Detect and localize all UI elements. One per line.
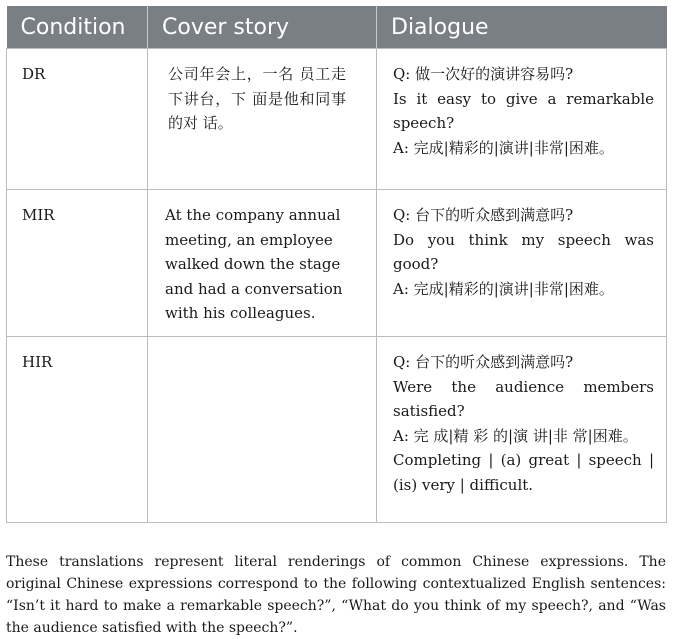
condition-cell: DR bbox=[7, 49, 148, 190]
condition-cell: MIR bbox=[7, 190, 148, 337]
dialogue-question-english: Is it easy to give a remarkable speech? bbox=[393, 89, 654, 133]
dialogue-answer: A: 完 成|精 彩 的|演 讲|非 常|困难。 bbox=[393, 426, 638, 445]
cover-story-cell: At the company annual meeting, an employee walked down the stage and had a conversation with his colleagues. bbox=[148, 190, 377, 337]
conditions-table bbox=[6, 6, 667, 523]
dialogue-cell bbox=[377, 49, 667, 190]
header-condition: Condition bbox=[7, 6, 148, 49]
dialogue-question-english: Do you think my speech was good? bbox=[393, 230, 654, 274]
condition-cell: HIR bbox=[7, 336, 148, 522]
cover-story-cell: 公司年会上，一名 员工走下讲台，下 面是他和同事的对 话。 bbox=[148, 49, 377, 190]
dialogue-cell bbox=[377, 336, 667, 522]
table-row bbox=[7, 49, 667, 190]
table-footnote: These translations represent literal renderings of common Chinese expressions. The original Chinese expressions correspond to the following contextualized English sentences: “Isn’t it hard to make a remarkable speech?”, “What do you think of my speech?, and “Was the audience satisfied with the speech?”. bbox=[6, 554, 666, 636]
header-cover-story: Cover story bbox=[148, 6, 377, 49]
dialogue-gloss: Completing | (a) great | speech | (is) very | difficult. bbox=[393, 451, 654, 494]
dialogue-answer: A: 完成|精彩的|演讲|非常|困难。 bbox=[393, 138, 614, 157]
dialogue-question: Q: 台下的听众感到满意吗? bbox=[393, 352, 574, 371]
table-header-row bbox=[7, 6, 667, 49]
dialogue-cell bbox=[377, 190, 667, 337]
table-row bbox=[7, 190, 667, 337]
dialogue-question-english: Were the audience members satisfied? bbox=[393, 377, 654, 421]
dialogue-question: Q: 台下的听众感到满意吗? bbox=[393, 206, 574, 224]
cover-story-cell bbox=[148, 336, 377, 522]
header-dialogue: Dialogue bbox=[377, 6, 667, 49]
dialogue-answer: A: 完成|精彩的|演讲|非常|困难。 bbox=[393, 279, 614, 298]
table-row bbox=[7, 336, 667, 522]
dialogue-question: Q: 做一次好的演讲容易吗? bbox=[393, 65, 574, 83]
